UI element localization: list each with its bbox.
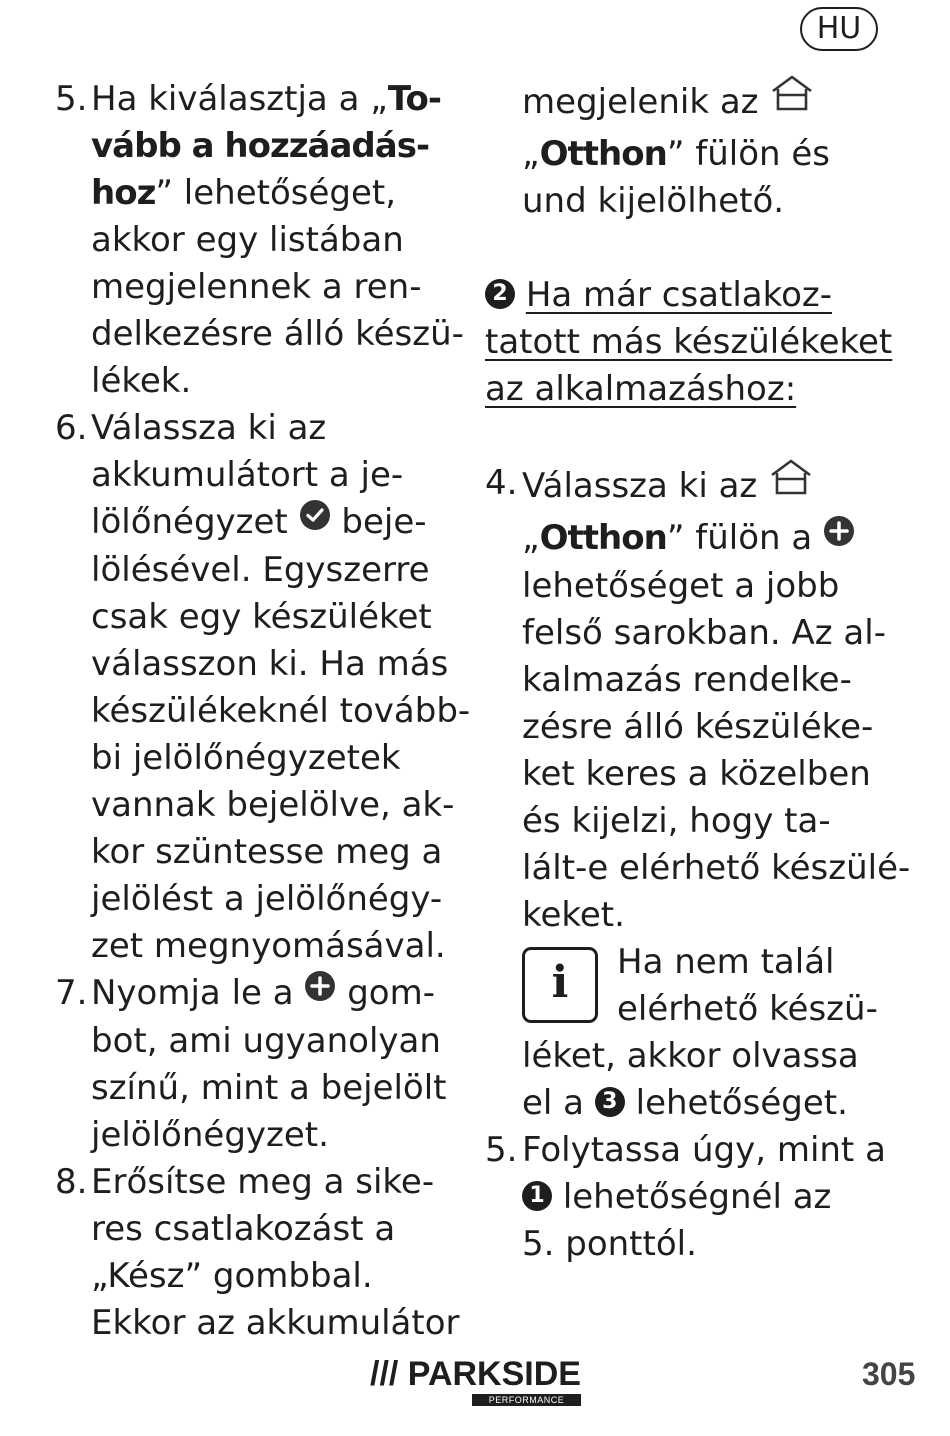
info-icon: i [522, 947, 598, 1023]
item-number: 4. [485, 463, 518, 503]
plus-circle-icon [304, 968, 336, 1015]
section-heading: 2 Ha már csatlakoz- tatott más készülékeket az alkalmazáshoz: [485, 275, 893, 409]
number-badge-2: 2 [485, 279, 515, 309]
number-badge-1: 1 [522, 1181, 552, 1211]
item-number: 5. [55, 79, 88, 119]
page-number: 305 [862, 1356, 916, 1392]
item-number: 5. [485, 1130, 518, 1170]
list-item-6: 6. Válassza ki az akkumulátort a je- lölőnégyzet beje- lölésével. Egyszerre csak egy készüléket válasszon ki. Ha más készülékeknél tovább- bi jelölőnégyzetek vannak bejelölve, ak- kor szüntesse meg a jelölést a jelölőnégy- zet megnyomásával. [0, 405, 460, 970]
list-item-8: 8. Erősítse meg a sike- res csatlakozást a „Kész” gombbal. Ekkor az akkumulátor [0, 1159, 460, 1347]
home-icon [768, 457, 814, 512]
number-badge-3: 3 [595, 1087, 625, 1117]
list-item-5: 5. Folytassa úgy, mint a 1 lehetőségnél az 5. ponttól. [485, 1127, 905, 1268]
right-column [485, 76, 911, 1268]
brand-name: /// PARKSIDE [370, 1355, 581, 1393]
brand-subtitle: PERFORMANCE [472, 1394, 581, 1406]
continuation-text: megjelenik az „Otthon” fülön és und kijelölhető. [485, 76, 905, 225]
item-number: 6. [55, 408, 88, 448]
checkmark-circle-icon [299, 497, 331, 544]
left-column [0, 76, 471, 1347]
info-note: i Ha nem talál elérhető készü- léket, akkor olvassa el a 3 lehetőséget. [522, 942, 878, 1123]
home-icon [769, 73, 815, 128]
language-badge: HU [800, 7, 878, 51]
list-item-5: 5. Ha kiválasztja a „To- vább a hozzáadás- hoz” lehetőséget, akkor egy listában megjelennek a ren- delkezésre álló készü- lékek. [0, 76, 460, 405]
list-item-7: 7. Nyomja le a gom- bot, ami ugyanolyan színű, mint a bejelölt jelölőnégyzet. [0, 970, 460, 1159]
list-item-4: 4. Válassza ki az „Otthon” fülön a lehetőséget a jobb felső sarokban. Az al- kalmazás rendelke- zésre álló készüléke- ket keres a közelben és kijelzi, hogy ta- lált-e elérhető készülé- keket. [485, 460, 905, 939]
parkside-logo [370, 1356, 585, 1412]
item-number: 7. [55, 973, 88, 1013]
plus-circle-icon [823, 513, 855, 560]
item-number: 8. [55, 1162, 88, 1202]
